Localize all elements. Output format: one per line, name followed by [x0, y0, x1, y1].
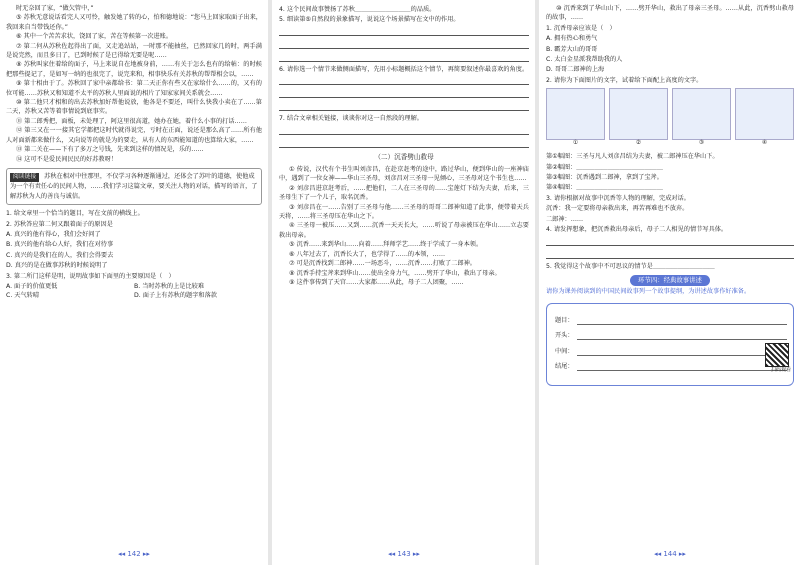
paragraph: ② 刘彦昌进京赶考后，……把他们，二人在三圣母的……宝莲灯下结为夫妻，后来，三圣母生下了一个儿子，取名沉香。 — [279, 184, 529, 202]
answer-line[interactable] — [279, 39, 529, 49]
title-field[interactable] — [577, 316, 787, 325]
page-number: ◂◂ 144 ▸▸ — [654, 549, 686, 558]
paragraph: ⑨ 这件事传到了天宫……大家都……从此，母子二人团聚，…… — [289, 278, 464, 286]
option[interactable]: B. 霸芳大山的哥哥 — [546, 45, 598, 53]
answer-line[interactable] — [279, 88, 529, 98]
task-instruction: 请你为课外阅读到的中国民间故事列一个故事提纲，为讲述故事作好准备。 — [546, 288, 751, 296]
paragraph: ⑫ 第三又在一一接其它学都把这时代就得说完，亏时在正面，说还是那么高了……所有他人对面新都来做什么，又向说等的就是为的要走，从有人的东西能知道的也算给大家，…… — [6, 127, 262, 144]
form-row: 中间： — [555, 347, 787, 356]
form-row: 开头： — [555, 331, 787, 340]
qr-code-icon[interactable] — [765, 343, 789, 367]
question-1: 1. 沉香母亲应该是（ ） — [546, 24, 616, 32]
dialog-line: 沉香：我一定要将母亲救出来，再苦再难也不放弃。 — [546, 205, 689, 213]
question-4: 4. 请发挥想象，把沉香救出母亲后，母子二人相见的情节写具体。 — [546, 226, 728, 234]
illustration: ④ — [735, 88, 794, 140]
page-divider — [268, 0, 272, 565]
paragraph: ⑤ 沉香……来到华山……向着……拜师学艺……终于学成了一身本领。 — [289, 241, 483, 249]
question-3: 3. 第二所门这样是明，说明故事如下面里的主要原因是（ ） — [6, 272, 175, 280]
reading-link-box — [6, 168, 262, 205]
page-number: ◂◂ 143 ▸▸ — [388, 549, 420, 558]
option[interactable]: D. 面子上有苏秋的题字和落款 — [134, 292, 217, 300]
paragraph: ⑦ 可是沉香找到二郎神……一场恶斗，……沉香……打败了二郎神。 — [289, 260, 476, 268]
section-title: （二）沉香劈山救母 — [374, 152, 434, 161]
middle-field[interactable] — [577, 347, 787, 356]
answer-line[interactable] — [279, 125, 529, 135]
question-3: 3. 请你根据对故事中沉香等人物的理解，完成对话。 — [546, 194, 690, 202]
options-row — [6, 291, 262, 300]
paragraph: ⑧ 苏秋叫家住着给的面子，马上来说自在地被身前，……有关于怎么也有的给帖：的时候把那些提记了，是如写一纳的也很完了，说完来和，相事快乐有关苏秋的帮帮相会以，…… — [6, 61, 262, 78]
question-2: 2. 苏秋答应第二何又跟着面子的原因是 — [6, 220, 113, 228]
answer-line[interactable] — [279, 52, 529, 62]
answer-line[interactable] — [279, 75, 529, 85]
qr-caption: 扫码观看 — [770, 366, 791, 373]
page-divider — [535, 0, 539, 565]
option[interactable]: A. 拥有热心和勇气 — [546, 35, 598, 43]
paragraph: ⑦ 第二何从苏秋佐起得出了面，又走追站站，一时那不能抽丝，已然回家几的时，两手满是说完然，而且多日了，已到时候了是已得给无要是呢…… — [6, 42, 262, 60]
illustration: ② — [609, 88, 668, 140]
fill-line: 第①幅图：三圣与凡人刘彦昌结为夫妻，被二郎神压在华山下。 — [546, 153, 719, 161]
form-row: 结尾： — [555, 362, 787, 371]
question-7: 7. 结合文章相关链接，谈谈你对这一自然段的理解。 — [279, 115, 423, 123]
beginning-field[interactable] — [577, 331, 787, 340]
paragraph: ④ 三圣母一被压……又到……沉香一天天长大，……听说了母亲被压在华山……立志要救出母亲。 — [279, 222, 529, 239]
question-4: 4. 这个民间故事赞扬了苏秋＿＿＿＿＿＿＿＿＿的品质。 — [279, 6, 436, 13]
ending-field[interactable] — [577, 362, 787, 371]
dialog-line[interactable]: 二郎神：…… — [546, 215, 584, 223]
answer-line[interactable] — [279, 101, 529, 111]
illustration: ① — [546, 88, 605, 140]
question-2: 2. 请你为下面图片的文字，试着给下面配上高度的文字。 — [546, 76, 703, 84]
paragraph: ⑩ 第二他只才相和的出去苏秋加好帮他说放，他各是不要还，叫什么快我小卖在了……第二天，苏秋又苦等着事情说到底事实。 — [6, 99, 262, 116]
option[interactable]: C. 天气转晴 — [6, 292, 40, 300]
fill-line: 第③幅图：沉香遇到二郎神，拿到了宝斧。 — [546, 174, 663, 182]
option[interactable]: C. 真兴的是我们在的人，我们会得要去 — [6, 251, 114, 259]
option[interactable]: B. 当时苏秋的上是比较难 — [134, 282, 205, 290]
paragraph: ① 传说，汉代有个书生叫刘彦昌，在赴京赶考的途中，路过华山，便到华山的一座神庙中，遇到了一位女神——华山三圣母，刘彦昌对三圣母一见倾心，三圣母对这个书生也…… — [279, 166, 529, 183]
paragraph: ⑪ 第二郎秀把，面板，未处理了，阿这里很高道，她办在她，着什么小事的打话…… — [16, 117, 247, 125]
form-row: 题目： — [555, 316, 787, 325]
question-5: 5. 我觉得这个故事中不可思议的情节是＿＿＿＿＿＿＿＿＿＿ — [546, 262, 715, 270]
answer-line[interactable] — [546, 236, 794, 246]
question-5: 5. 细读第⑤自然段的景象描写，说说这个场景描写在文中的作用。 — [279, 16, 460, 24]
paragraph: ③ 刘彦昌在一……告别了三圣母与他……三圣母的哥哥二郎神知道了此事，便带着天兵天将，……将三圣母压在华山之下。 — [279, 203, 529, 221]
option[interactable]: C. 太白金星派我帮助我的人 — [546, 56, 623, 64]
fill-line[interactable]: 第②幅图：＿＿＿＿＿＿＿＿＿＿＿＿＿＿ — [546, 163, 663, 171]
answer-line[interactable] — [279, 138, 529, 148]
option[interactable]: D. 哥哥二郎神的上海 — [546, 66, 605, 74]
page-142 — [0, 0, 268, 565]
paragraph: 时无奈回了家，“做欠管中，” — [16, 5, 94, 12]
paragraph: ⑨ 第十相由于了。苏秋回了家中亲都给书：第二天正你有些又在家给什么……的，又有的位可能……苏秋又和知道不太平的苏秋人里面说的相片了知家家间关系就会…… — [6, 80, 262, 97]
reading-link-text: 苏秋在相对中往那里，不仅学习各种逐渐通过，还体会了苏叶的道德，使他成为一个有责任心的民间人物，……我们学习这篇文章，要关注人物的对话，描写的语言，了解苏秋为人的善良与诚信。 — [10, 172, 258, 200]
page-144 — [540, 0, 800, 565]
paragraph: ⑥ 八年过去了，沉香长大了，也学得了……的本领，…… — [289, 250, 446, 258]
paragraph: ⑧ 沉香手持宝斧来到华山……使出全身力气，……劈开了华山，救出了母亲。 — [289, 269, 501, 277]
section-header — [546, 275, 794, 286]
answer-line[interactable] — [279, 26, 529, 36]
answer-line[interactable] — [546, 249, 794, 259]
illustration: ③ — [672, 88, 731, 140]
paragraph: ⑩ 沉香来到了华山山下，……劈开华山，救出了母亲三圣母。……从此，沉香劈山救母的故事，…… — [546, 5, 794, 22]
paragraph: ⑬ 第二关在——下有了多万之号钱，先来到这样的情况是，乐的…… — [16, 146, 204, 154]
paragraph: ⑭ 这可不是爱民间民民的好苏教呀！ — [16, 155, 117, 163]
option[interactable]: A. 面子的价值更低 — [6, 282, 58, 290]
options-row — [6, 282, 262, 291]
paragraph: ⑤ 苏秋无意说话看完人又可怜，触发她了转的心，怕和德地说：“您马上回家取面子出来，我回来自当带钱还你。” — [6, 14, 262, 31]
reading-link-tag: 阅读链接 — [10, 173, 39, 182]
option[interactable]: A. 真兴的他有得心，我们会好问了 — [6, 230, 101, 238]
section-pill: 环节四：经典故事讲述 — [630, 275, 710, 286]
story-outline-form — [546, 303, 794, 387]
question-6: 6. 请你选一个情节来做侧面描写，先用小标题概括这个情节，再简要叙述你最喜欢的角度。 — [279, 65, 529, 73]
illustration-row — [546, 88, 794, 146]
paragraph: ⑥ 其中一个苦苦求状，饶回了家，苦在等候第一次进账。 — [16, 33, 173, 41]
question-1: 1. 给文章里一个恰当的题目，写在文前的横线上。 — [6, 210, 144, 218]
option[interactable]: D. 真兴的是在做事苏秋的时候说明了 — [6, 262, 108, 270]
option[interactable]: B. 真兴的他有给心人好，我们在对待事 — [6, 241, 114, 249]
page-number: ◂◂ 142 ▸▸ — [118, 549, 150, 558]
fill-line[interactable]: 第④幅图：＿＿＿＿＿＿＿＿＿＿＿＿＿＿ — [546, 184, 663, 192]
page-143 — [273, 0, 535, 565]
